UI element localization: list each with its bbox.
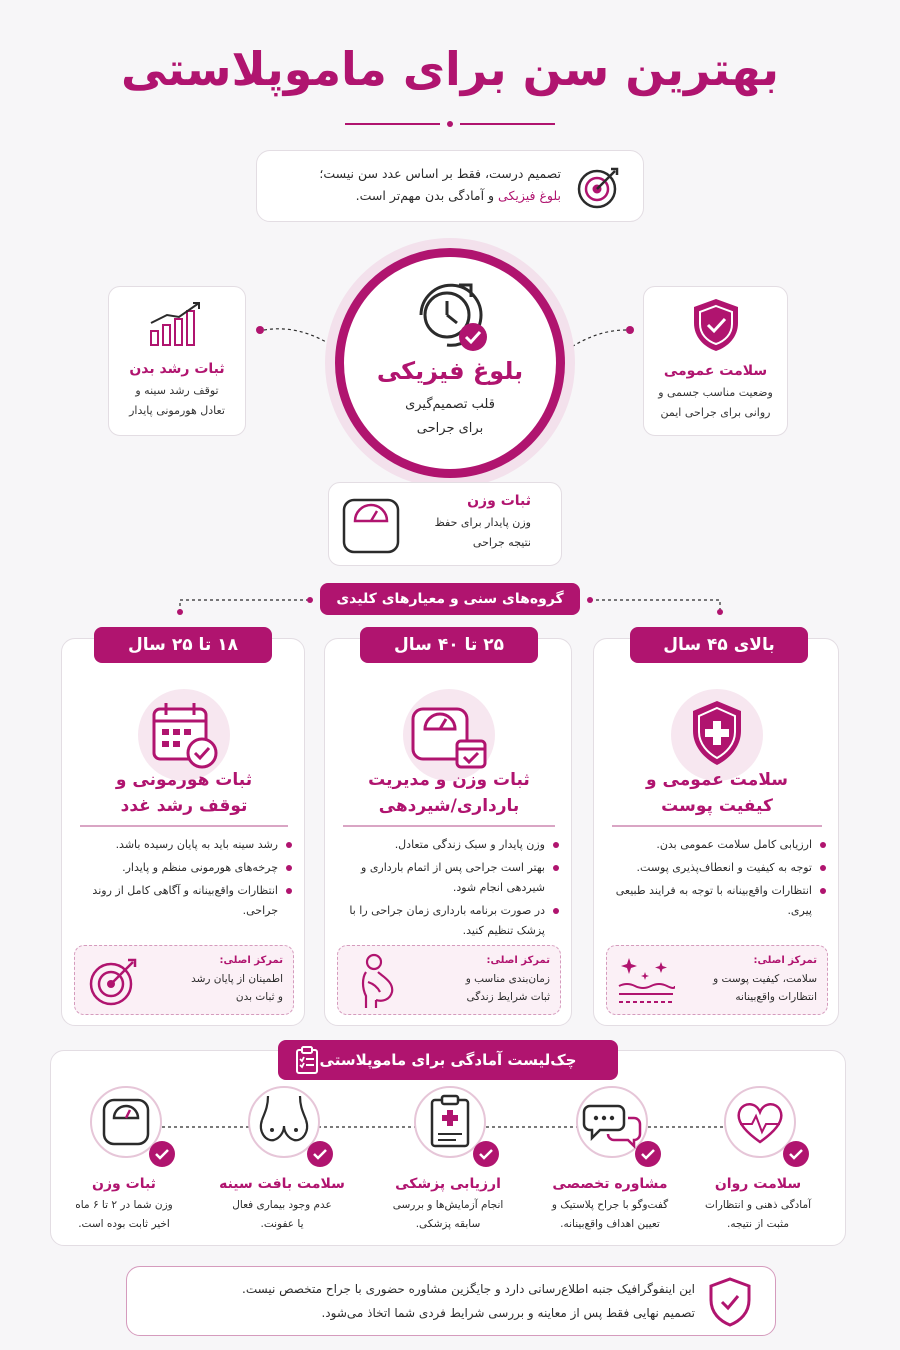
item-line2: تعیین اهداف واقع‌بینانه. <box>560 1218 660 1230</box>
age-card-18-25 <box>61 635 305 1026</box>
weight-heading: ثبات وزن <box>467 493 531 509</box>
criteria-list <box>608 835 826 924</box>
growth-line1: توقف رشد سینه و <box>135 384 219 397</box>
divider <box>612 825 822 827</box>
item-line2: سابقه پزشکی. <box>415 1218 481 1230</box>
health-line1: وضعیت مناسب جسمی و <box>658 386 773 399</box>
check-badge-icon <box>782 1140 810 1168</box>
checklist-item-consultation <box>540 1086 680 1234</box>
check-badge-icon <box>306 1140 334 1168</box>
shield-check-icon <box>690 297 742 353</box>
focus-line2: ثبات شرایط زندگی <box>466 991 550 1003</box>
clock-check-icon <box>407 271 493 357</box>
item-heading: ثبات وزن <box>92 1176 156 1192</box>
health-line2: روانی برای جراحی ایمن <box>660 406 771 419</box>
main-focus-box <box>74 945 294 1015</box>
item-heading: سلامت بافت سینه <box>219 1176 345 1192</box>
divider <box>80 825 288 827</box>
age-label: ۱۸ تا ۲۵ سال <box>94 627 272 663</box>
item-line2: مثبت از نتیجه. <box>727 1218 789 1230</box>
health-heading: سلامت عمومی <box>663 363 768 379</box>
criteria-list <box>339 835 559 944</box>
physical-maturity-circle <box>335 248 565 478</box>
item-heading: مشاوره تخصصی <box>552 1176 668 1192</box>
list-item: توجه به کیفیت و انعطاف‌پذیری پوست. <box>608 858 826 878</box>
intro-line2: و آمادگی بدن مهم‌تر است. <box>355 188 499 203</box>
age-label: ۲۵ تا ۴۰ سال <box>360 627 538 663</box>
growth-chart-icon <box>147 301 207 347</box>
list-item: وزن پایدار و سبک زندگی متعادل. <box>339 835 559 855</box>
general-health-card <box>643 286 788 436</box>
weight-line2: نتیجه جراحی <box>472 536 531 549</box>
focus-label: تمرکز اصلی: <box>219 955 283 966</box>
pregnant-woman-icon <box>348 952 406 1010</box>
weight-stability-card <box>328 482 562 566</box>
focus-line1: زمان‌بندی مناسب و <box>465 973 550 985</box>
age-heading-1: ثبات هورمونی و <box>115 770 253 790</box>
checklist-item-mental-health <box>688 1086 828 1234</box>
list-item: انتظارات واقع‌بینانه و آگاهی کامل از روند جراحی. <box>76 881 292 921</box>
divider <box>343 825 555 827</box>
weight-line1: وزن پایدار برای حفظ <box>434 516 531 529</box>
item-line1: عدم وجود بیماری فعال <box>232 1199 332 1211</box>
age-card-25-40 <box>324 635 572 1026</box>
focus-label: تمرکز اصلی: <box>753 955 817 966</box>
focus-line2: و ثبات بدن <box>235 991 283 1003</box>
item-line1: آمادگی ذهنی و انتظارات <box>704 1199 812 1211</box>
age-heading-1: ثبات وزن و مدیریت <box>368 770 530 790</box>
title-divider <box>345 118 555 130</box>
item-line1: گفت‌وگو با جراح پلاستیک و <box>551 1199 669 1211</box>
main-focus-box <box>337 945 561 1015</box>
focus-line1: سلامت، کیفیت پوست و <box>713 973 817 985</box>
criteria-list <box>76 835 292 924</box>
item-line1: وزن شما در ۲ تا ۶ ماه <box>75 1199 173 1211</box>
age-heading-2: بارداری/شیردهی <box>378 796 520 816</box>
item-heading: ارزیابی پزشکی <box>395 1176 501 1192</box>
age-heading-2: کیفیت پوست <box>661 796 773 816</box>
center-heading: بلوغ فیزیکی <box>376 357 524 385</box>
checklist-title: چک‌لیست آمادگی برای ماموپلاستی <box>319 1051 577 1069</box>
item-line2: اخیر ثابت بوده است. <box>78 1218 170 1230</box>
list-item: انتظارات واقع‌بینانه با توجه به فرایند طبیعی پیری. <box>608 881 826 921</box>
list-item: ارزیابی کامل سلامت عمومی بدن. <box>608 835 826 855</box>
main-focus-box <box>606 945 828 1015</box>
age-heading-1: سلامت عمومی و <box>646 770 788 790</box>
check-badge-icon <box>148 1140 176 1168</box>
center-sub1: قلب تصمیم‌گیری <box>405 397 495 412</box>
growth-stability-card <box>108 286 246 436</box>
growth-line2: تعادل هورمونی پایدار <box>129 404 225 417</box>
list-item: چرخه‌های هورمونی منظم و پایدار. <box>76 858 292 878</box>
skin-sparkle-icon <box>617 952 675 1010</box>
list-item: رشد سینه باید به پایان رسیده باشد. <box>76 835 292 855</box>
shield-check-icon <box>707 1277 753 1327</box>
target-icon <box>575 163 623 211</box>
checklist-title-pill <box>278 1040 618 1080</box>
list-item: بهتر است جراحی پس از اتمام بارداری و شیردهی انجام شود. <box>339 858 559 898</box>
clipboard-list-icon <box>292 1045 322 1075</box>
item-heading: سلامت روان <box>714 1176 802 1192</box>
focus-line1: اطمینان از پایان رشد <box>191 973 283 985</box>
check-badge-icon <box>634 1140 662 1168</box>
intro-line1: تصمیم درست، فقط بر اساس عدد سن نیست؛ <box>319 166 561 181</box>
disclaimer-line2: تصمیم نهایی فقط پس از معاینه و بررسی شرایط فردی شما اتخاذ می‌شود. <box>321 1306 695 1320</box>
checklist-item-weight-stability <box>54 1086 194 1234</box>
age-heading-2: توقف رشد غدد <box>120 796 248 816</box>
age-label: بالای ۴۵ سال <box>630 627 808 663</box>
focus-label: تمرکز اصلی: <box>486 955 550 966</box>
checklist-item-breast-tissue <box>212 1086 352 1234</box>
intro-box <box>256 150 644 222</box>
disclaimer-box <box>126 1266 776 1336</box>
growth-heading: ثبات رشد بدن <box>129 361 225 377</box>
intro-highlight: بلوغ فیزیکی <box>498 188 561 203</box>
item-line2: یا عفونت. <box>260 1218 304 1230</box>
age-card-45-plus <box>593 635 839 1026</box>
list-item: در صورت برنامه بارداری زمان جراحی را با پزشک تنظیم کنید. <box>339 901 559 941</box>
focus-line2: انتظارات واقع‌بینانه <box>735 991 817 1003</box>
center-sub2: برای جراحی <box>416 421 484 436</box>
age-groups-section-label: گروه‌های سنی و معیارهای کلیدی <box>320 583 580 615</box>
check-badge-icon <box>472 1140 500 1168</box>
target-icon <box>85 952 143 1010</box>
disclaimer-line1: این اینفوگرافیک جنبه اطلاع‌رسانی دارد و جایگزین مشاوره حضوری با جراح متخصص نیست. <box>242 1282 695 1296</box>
page-title: بهترین سن برای ماموپلاستی <box>120 42 779 96</box>
item-line1: انجام آزمایش‌ها و بررسی <box>392 1199 504 1211</box>
checklist-item-medical-evaluation <box>378 1086 518 1234</box>
